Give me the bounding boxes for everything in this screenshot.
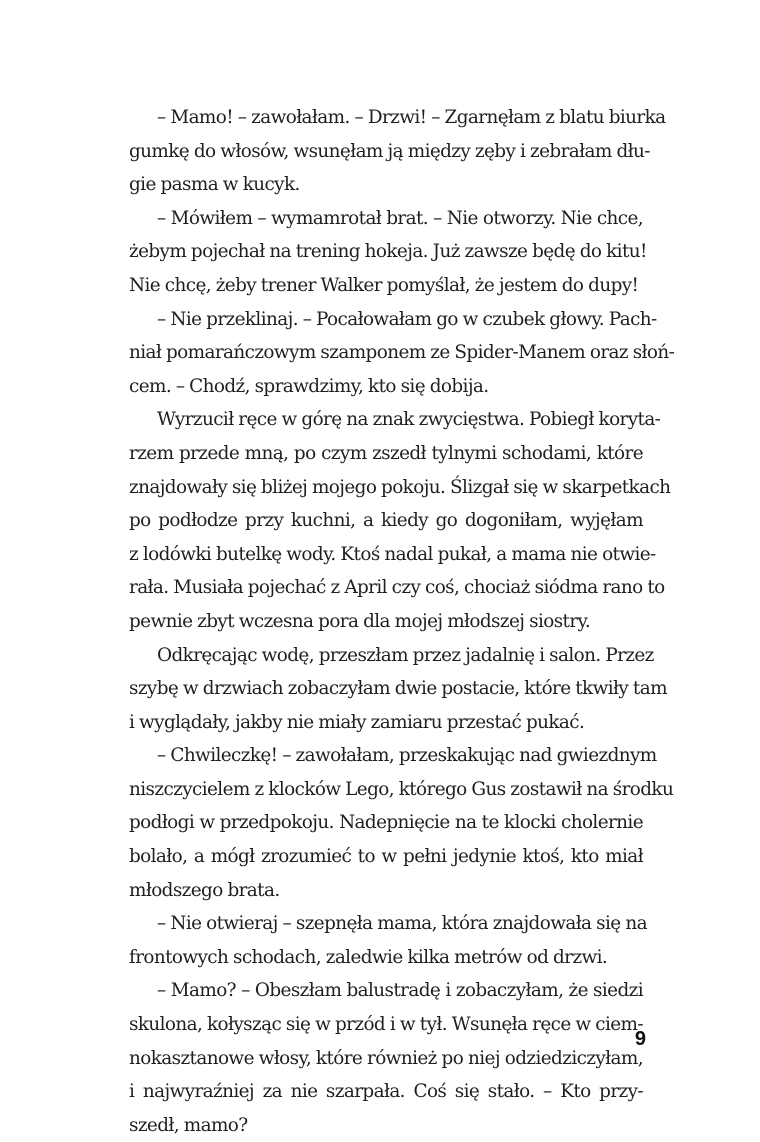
text-line: żebym pojechał na trening hokeja. Już zawsze będę do kitu! xyxy=(129,241,647,263)
paragraph xyxy=(129,403,671,638)
text-line: rała. Musiała pojechać z April czy coś, chociaż siódma rano to xyxy=(129,577,665,599)
text-line: – Mamo! – zawołałam. – Drzwi! – Zgarnęłam z blatu biurka xyxy=(157,107,666,128)
text-line: nokasztanowe włosy, które również po niej odziedziczyłam, xyxy=(129,1047,643,1069)
text-line: skulona, kołysząc się w przód i w tył. Wsunęła ręce w ciem- xyxy=(129,1014,643,1036)
text-line: znajdowały się bliżej mojego pokoju. Ślizgał się w skarpetkach xyxy=(129,476,671,498)
text-line: Odkręcając wodę, przeszłam przez jadalnię i salon. Przez xyxy=(157,644,654,666)
text-line: – Nie przeklinaj. – Pocałowałam go w czubek głowy. Pach- xyxy=(157,308,657,330)
text-line: – Mamo? – Obeszłam balustradę i zobaczyłam, że siedzi xyxy=(157,980,643,1002)
paragraph xyxy=(129,202,647,303)
text-line: niał pomarańczowym szamponem ze Spider-Manem oraz słoń- xyxy=(129,342,675,364)
text-line: gie pasma w kucyk. xyxy=(129,174,300,196)
text-line: po podłodze przy kuchni, a kiedy go dogoniłam, wyjęłam xyxy=(129,510,643,532)
text-line: z lodówki butelkę wody. Ktoś nadal pukał, a mama nie otwie- xyxy=(129,543,656,565)
text-line: cem. – Chodź, sprawdzimy, kto się dobija. xyxy=(129,375,489,397)
paragraph xyxy=(129,739,674,907)
text-line: podłogi w przedpokoju. Nadepnięcie na te klocki cholernie xyxy=(129,812,643,834)
page-number: 9 xyxy=(634,1028,646,1050)
text-line: niszczycielem z klocków Lego, którego Gus zostawił na środku xyxy=(129,778,674,800)
text-line: szybę w drzwiach zobaczyłam dwie postacie, które tkwiły tam xyxy=(129,678,667,700)
text-line: i najwyraźniej za nie szarpała. Coś się stało. – Kto przy- xyxy=(129,1081,643,1103)
text-line: pewnie zbyt wczesna pora dla mojej młodszej siostry. xyxy=(129,610,591,632)
paragraph xyxy=(129,101,666,202)
paragraph xyxy=(129,974,643,1142)
text-line: młodszego brata. xyxy=(129,879,280,901)
text-line: bolało, a mógł zrozumieć to w pełni jedynie ktoś, kto miał xyxy=(129,846,643,868)
body-text xyxy=(129,101,675,1142)
text-line: – Nie otwieraj – szepnęła mama, która znajdowała się na xyxy=(157,913,647,935)
text-line: i wyglądały, jakby nie miały zamiaru przestać pukać. xyxy=(129,711,585,733)
paragraph xyxy=(129,639,667,740)
text-line: gumkę do włosów, wsunęłam ją między zęby i zebrałam dłu- xyxy=(129,140,650,162)
text-line: szedł, mamo? xyxy=(129,1114,248,1136)
text-line: rzem przede mną, po czym zszedł tylnymi schodami, które xyxy=(129,442,643,464)
paragraph xyxy=(129,303,675,404)
text-line: – Mówiłem – wymamrotał brat. – Nie otworzy. Nie chce, xyxy=(157,207,643,229)
paragraph xyxy=(129,907,647,974)
text-line: – Chwileczkę! – zawołałam, przeskakując nad gwiezdnym xyxy=(157,745,657,767)
text-line: frontowych schodach, zaledwie kilka metrów od drzwi. xyxy=(129,946,608,968)
text-line: Wyrzucił ręce w górę na znak zwycięstwa. Pobiegł koryta- xyxy=(157,409,661,431)
text-line: Nie chcę, żeby trener Walker pomyślał, że jestem do dupy! xyxy=(129,274,639,296)
